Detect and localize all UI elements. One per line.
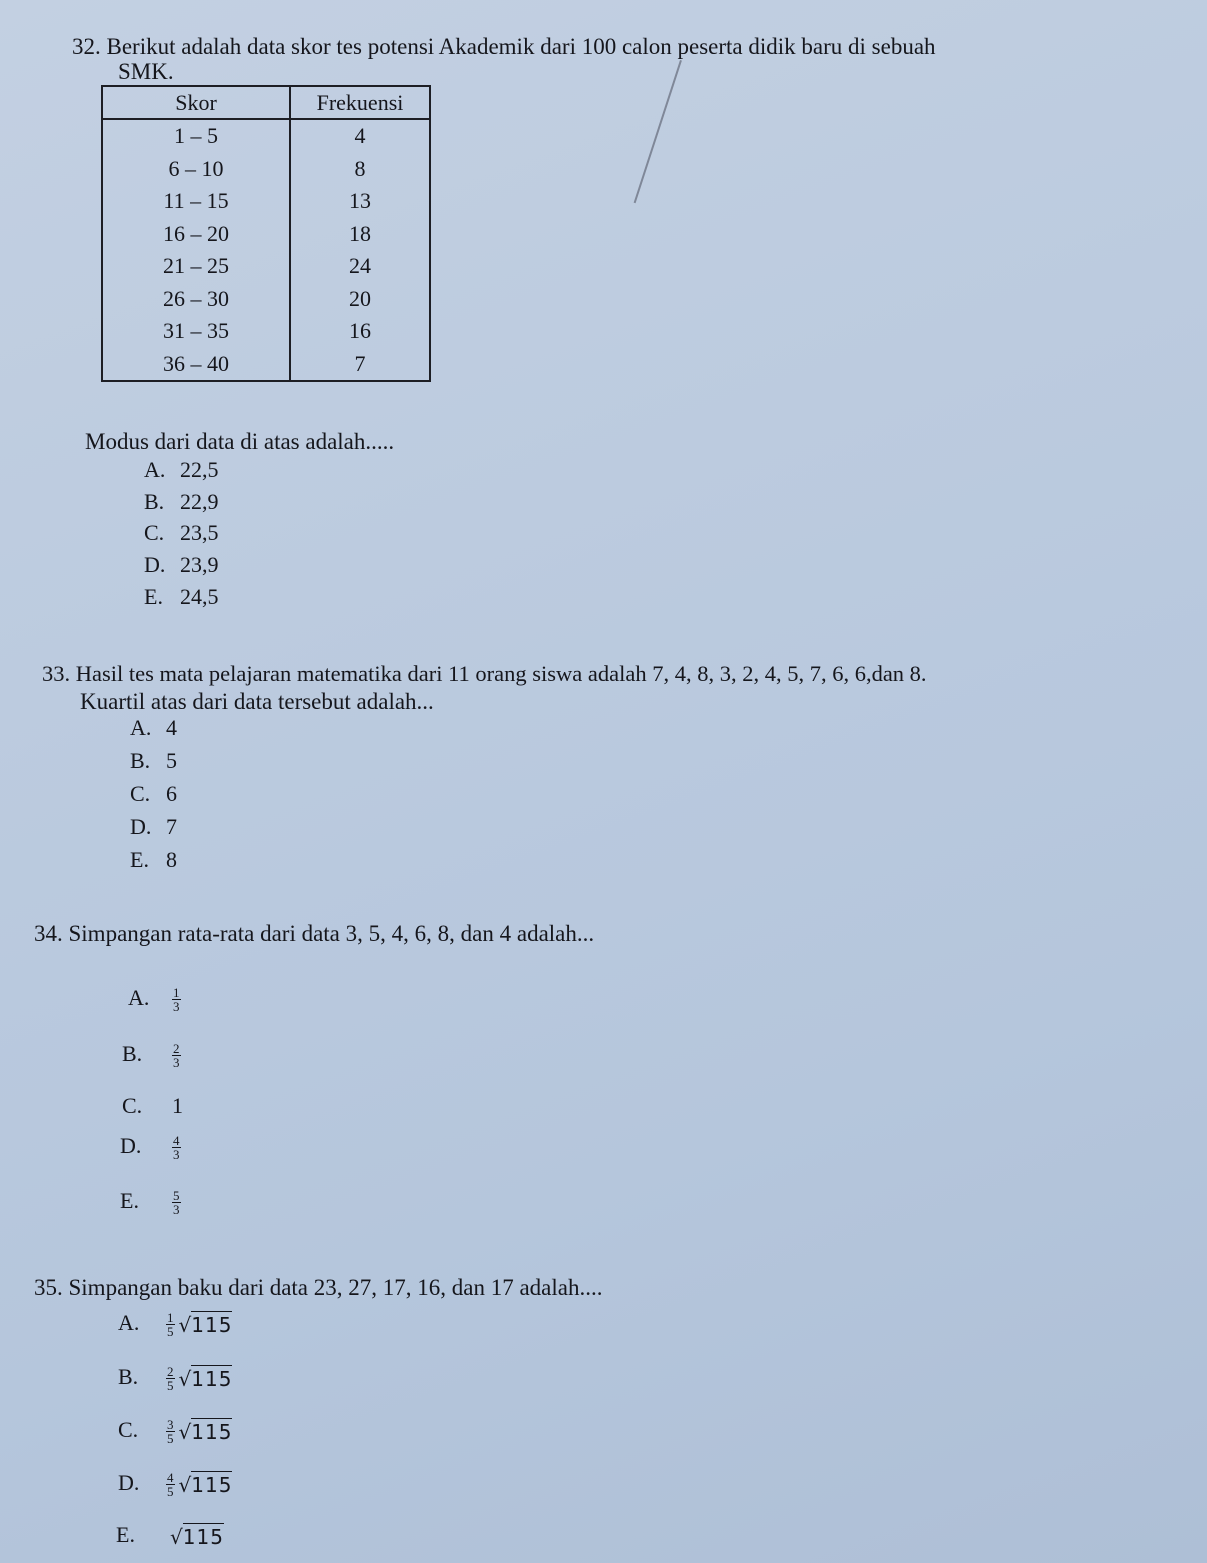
fraction-denominator: 3 — [173, 1055, 180, 1071]
fraction — [172, 1189, 181, 1216]
option-text: 22,9 — [180, 489, 219, 514]
radical-sign: √ — [178, 1312, 192, 1337]
option-33-b[interactable] — [130, 748, 177, 774]
frekuensi-cell: 4 — [290, 119, 430, 153]
frekuensi-cell: 20 — [290, 283, 430, 316]
fraction-numerator: 5 — [173, 1188, 180, 1204]
option-33-c[interactable] — [130, 781, 177, 807]
fraction-denominator: 3 — [173, 999, 180, 1015]
fraction — [166, 1471, 175, 1498]
skor-cell: 21 – 25 — [102, 250, 290, 283]
option-35-d[interactable] — [118, 1470, 232, 1498]
frekuensi-cell: 16 — [290, 315, 430, 348]
fraction-numerator: 2 — [173, 1041, 180, 1057]
option-text: 24,5 — [180, 584, 219, 609]
option-label: B. — [144, 489, 165, 514]
skor-cell: 31 – 35 — [102, 315, 290, 348]
option-text: 23,9 — [180, 552, 219, 577]
option-label: B. — [122, 1041, 143, 1066]
frekuensi-cell: 7 — [290, 348, 430, 382]
question-32-stem — [72, 33, 936, 61]
fraction — [166, 1418, 175, 1445]
question-32-text-line1: Berikut adalah data skor tes potensi Akademik dari 100 calon peserta didik baru di sebuah — [106, 34, 936, 59]
option-34-c[interactable] — [122, 1093, 183, 1119]
question-33-text-line2: Kuartil atas dari data tersebut adalah... — [80, 689, 434, 714]
question-34-text: Simpangan rata-rata dari data 3, 5, 4, 6, 8, dan 4 adalah... — [68, 921, 595, 946]
question-35-number: 35. — [34, 1275, 63, 1300]
fraction-numerator: 4 — [173, 1133, 180, 1149]
table-row — [102, 283, 430, 316]
question-32-text-line2: SMK. — [118, 59, 174, 84]
fraction-numerator: 2 — [167, 1364, 174, 1380]
radical-sign: √ — [170, 1524, 183, 1549]
fraction-denominator: 5 — [167, 1484, 174, 1500]
fraction-numerator: 1 — [167, 1310, 174, 1326]
option-33-e[interactable] — [130, 847, 177, 873]
table-row — [102, 315, 430, 348]
option-label: E. — [116, 1522, 135, 1547]
table-row — [102, 250, 430, 283]
option-34-b[interactable] — [122, 1041, 185, 1069]
option-label: A. — [118, 1310, 140, 1335]
option-text: 8 — [166, 847, 177, 872]
option-label: B. — [130, 748, 151, 773]
question-33-number: 33. — [42, 661, 71, 686]
frekuensi-cell: 18 — [290, 218, 430, 251]
option-32-e[interactable] — [144, 584, 219, 610]
square-root — [179, 1365, 233, 1391]
option-32-d[interactable] — [144, 552, 219, 578]
radicand: 115 — [191, 1312, 233, 1337]
question-33-text-line1: Hasil tes mata pelajaran matematika dari 11 orang siswa adalah 7, 4, 8, 3, 2, 4, 5, 7, 6, 6,dan 8. — [75, 661, 927, 686]
frequency-table — [101, 85, 431, 382]
option-text: 1 — [172, 1093, 183, 1118]
fraction-denominator: 5 — [167, 1431, 174, 1447]
skor-cell: 36 – 40 — [102, 348, 290, 382]
fraction-numerator: 1 — [173, 985, 180, 1001]
table-header-row — [102, 86, 430, 119]
pen-mark — [634, 60, 682, 203]
option-label: D. — [144, 552, 166, 577]
option-text: 5 — [166, 748, 177, 773]
option-label: A. — [130, 715, 152, 740]
table-header-frekuensi: Frekuensi — [290, 86, 430, 119]
radical-sign: √ — [178, 1419, 192, 1444]
option-35-e[interactable] — [116, 1522, 224, 1550]
fraction — [172, 986, 181, 1013]
option-label: D. — [118, 1470, 140, 1495]
skor-cell: 26 – 30 — [102, 283, 290, 316]
radicand: 115 — [191, 1366, 233, 1391]
option-32-b[interactable] — [144, 489, 219, 515]
option-text: 22,5 — [180, 457, 219, 482]
radical-sign: √ — [178, 1472, 192, 1497]
option-label: E. — [130, 847, 149, 872]
fraction — [166, 1311, 175, 1338]
option-label: C. — [144, 520, 165, 545]
option-33-a[interactable] — [130, 715, 177, 741]
option-34-d[interactable] — [120, 1133, 185, 1161]
option-label: E. — [120, 1188, 139, 1213]
radicand: 115 — [191, 1419, 233, 1444]
fraction-numerator: 4 — [167, 1470, 174, 1486]
square-root — [170, 1523, 224, 1549]
option-text: 4 — [166, 715, 177, 740]
option-label: A. — [128, 985, 150, 1010]
question-35-text: Simpangan baku dari data 23, 27, 17, 16, dan 17 adalah.... — [68, 1275, 603, 1300]
fraction-denominator: 3 — [173, 1147, 180, 1163]
skor-cell: 1 – 5 — [102, 119, 290, 153]
skor-cell: 11 – 15 — [102, 185, 290, 218]
table-row — [102, 185, 430, 218]
option-label: D. — [130, 814, 152, 839]
question-32-number: 32. — [72, 34, 101, 59]
fraction-denominator: 5 — [167, 1324, 174, 1340]
fraction-denominator: 5 — [167, 1378, 174, 1394]
square-root — [179, 1471, 233, 1497]
table-row — [102, 119, 430, 153]
frekuensi-cell: 24 — [290, 250, 430, 283]
square-root — [179, 1418, 233, 1444]
option-35-b[interactable] — [118, 1364, 232, 1392]
option-text: 6 — [166, 781, 177, 806]
fraction-numerator: 3 — [167, 1417, 174, 1433]
option-label: C. — [118, 1417, 139, 1442]
option-label: C. — [122, 1093, 143, 1118]
option-35-a[interactable] — [118, 1310, 232, 1338]
option-label: C. — [130, 781, 151, 806]
option-33-d[interactable] — [130, 814, 177, 840]
fraction — [166, 1365, 175, 1392]
option-label: D. — [120, 1133, 142, 1158]
radicand: 115 — [182, 1524, 224, 1549]
option-label: B. — [118, 1364, 139, 1389]
table-row — [102, 218, 430, 251]
table-row — [102, 153, 430, 186]
fraction-denominator: 3 — [173, 1202, 180, 1218]
option-32-c[interactable] — [144, 520, 219, 546]
skor-cell: 16 – 20 — [102, 218, 290, 251]
option-text: 23,5 — [180, 520, 219, 545]
question-34-stem — [34, 920, 594, 948]
option-label: E. — [144, 584, 163, 609]
option-34-e[interactable] — [120, 1188, 185, 1216]
question-32-prompt: Modus dari data di atas adalah..... — [85, 429, 395, 454]
option-35-c[interactable] — [118, 1417, 232, 1445]
frekuensi-cell: 13 — [290, 185, 430, 218]
option-34-a[interactable] — [128, 985, 185, 1013]
table-row — [102, 348, 430, 382]
table-header-skor: Skor — [102, 86, 290, 119]
skor-cell: 6 – 10 — [102, 153, 290, 186]
fraction — [172, 1042, 181, 1069]
fraction — [172, 1134, 181, 1161]
radicand: 115 — [191, 1472, 233, 1497]
question-34-number: 34. — [34, 921, 63, 946]
option-32-a[interactable] — [144, 457, 219, 483]
option-label: A. — [144, 457, 166, 482]
question-33-stem — [42, 660, 927, 688]
question-35-stem — [34, 1274, 603, 1302]
option-text: 7 — [166, 814, 177, 839]
radical-sign: √ — [178, 1366, 192, 1391]
frekuensi-cell: 8 — [290, 153, 430, 186]
square-root — [179, 1311, 233, 1337]
